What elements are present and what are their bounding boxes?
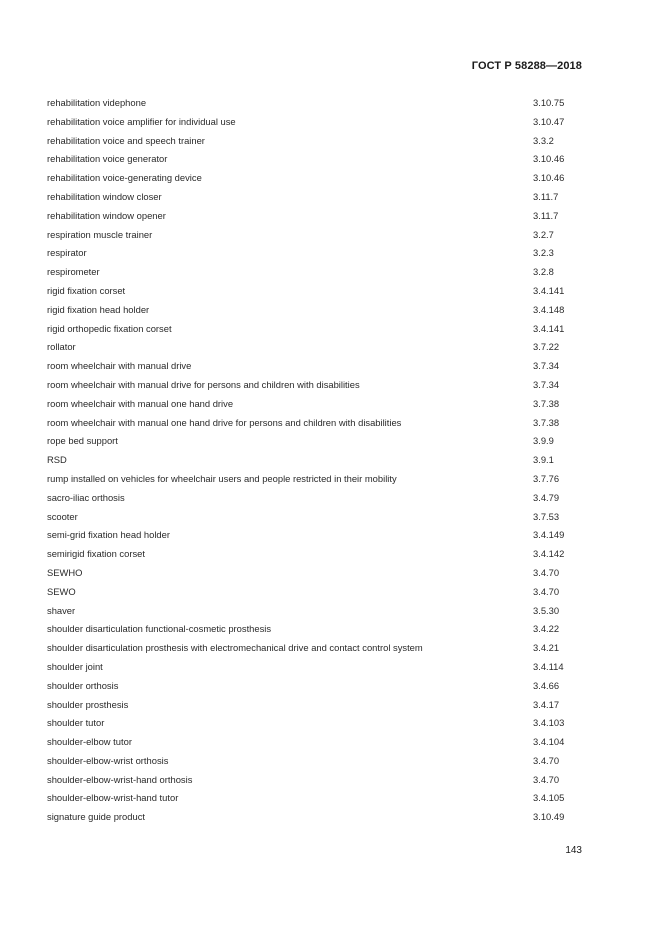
- index-entry: [47, 282, 582, 301]
- index-entry: [47, 414, 582, 433]
- index-entry: [47, 789, 582, 808]
- index-entry: [47, 169, 582, 188]
- index-reference: 3.7.53: [533, 510, 560, 522]
- index-entry: [47, 94, 582, 113]
- index-reference: 3.4.70: [533, 566, 560, 578]
- index-term: sacro-iliac orthosis: [47, 491, 125, 503]
- index-entry: [47, 357, 582, 376]
- index-reference: 3.4.70: [533, 585, 560, 597]
- index-entry: [47, 451, 582, 470]
- index-reference: 3.4.70: [533, 754, 560, 766]
- index-reference: 3.4.79: [533, 491, 560, 503]
- term-index-list: [47, 94, 582, 827]
- index-entry: [47, 470, 582, 489]
- index-reference: 3.11.7: [533, 190, 559, 202]
- index-entry: [47, 432, 582, 451]
- index-term: shoulder prosthesis: [47, 698, 129, 710]
- index-term: shoulder disarticulation functional-cosmetic prosthesis: [47, 623, 272, 635]
- index-term: rope bed support: [47, 435, 118, 447]
- index-entry: [47, 771, 582, 790]
- index-entry: [47, 526, 582, 545]
- index-entry: [47, 639, 582, 658]
- page-number: 143: [565, 845, 582, 856]
- index-reference: 3.11.7: [533, 209, 559, 221]
- index-term: respirometer: [47, 266, 100, 278]
- index-term: rump installed on vehicles for wheelchair users and people restricted in their mobility: [47, 472, 397, 484]
- index-reference: 3.7.34: [533, 360, 560, 372]
- index-reference: 3.7.34: [533, 378, 560, 390]
- index-term: rehabilitation window opener: [47, 209, 166, 221]
- index-reference: 3.7.22: [533, 341, 560, 353]
- index-term: respiration muscle trainer: [47, 228, 153, 240]
- index-term: rigid orthopedic fixation corset: [47, 322, 172, 334]
- index-term: rollator: [47, 341, 76, 353]
- index-reference: 3.9.1: [533, 454, 554, 466]
- index-term: rehabilitation voice-generating device: [47, 172, 202, 184]
- index-entry: [47, 602, 582, 621]
- index-term: room wheelchair with manual drive: [47, 360, 192, 372]
- standard-designation: ГОСТ Р 58288—2018: [471, 60, 582, 72]
- index-reference: 3.4.103: [533, 717, 565, 729]
- index-term: shoulder-elbow tutor: [47, 736, 132, 748]
- index-reference: 3.4.148: [533, 303, 565, 315]
- index-entry: [47, 113, 582, 132]
- index-entry: [47, 808, 582, 827]
- index-term: room wheelchair with manual one hand drive: [47, 397, 234, 409]
- index-reference: 3.4.105: [533, 792, 565, 804]
- index-reference: 3.10.75: [533, 97, 565, 108]
- index-entry: [47, 395, 582, 414]
- index-term: signature guide product: [47, 811, 145, 823]
- index-reference: 3.5.30: [533, 604, 560, 616]
- index-term: rehabilitation window closer: [47, 190, 162, 202]
- index-term: rigid fixation head holder: [47, 303, 150, 315]
- index-entry: [47, 545, 582, 564]
- index-reference: 3.7.38: [533, 397, 560, 409]
- index-term: room wheelchair with manual drive for persons and children with disabilities: [47, 378, 360, 390]
- index-term: shoulder joint: [47, 660, 103, 672]
- index-reference: 3.4.141: [533, 322, 565, 334]
- index-entry: [47, 489, 582, 508]
- index-reference: 3.10.46: [533, 153, 565, 165]
- index-entry: [47, 564, 582, 583]
- index-entry: [47, 714, 582, 733]
- index-reference: 3.10.47: [533, 115, 565, 127]
- index-reference: 3.4.21: [533, 642, 560, 654]
- index-reference: 3.3.2: [533, 134, 554, 146]
- index-entry: [47, 733, 582, 752]
- index-term: shoulder-elbow-wrist-hand orthosis: [47, 773, 193, 785]
- index-entry: [47, 696, 582, 715]
- index-entry: [47, 226, 582, 245]
- index-reference: 3.4.114: [533, 660, 564, 672]
- index-reference: 3.4.104: [533, 736, 565, 748]
- index-reference: 3.4.70: [533, 773, 560, 785]
- index-reference: 3.4.149: [533, 529, 565, 541]
- index-reference: 3.2.3: [533, 247, 554, 259]
- index-entry: [47, 620, 582, 639]
- index-entry: [47, 207, 582, 226]
- index-reference: 3.9.9: [533, 435, 554, 447]
- index-term: shaver: [47, 604, 76, 616]
- index-entry: [47, 752, 582, 771]
- index-reference: 3.4.17: [533, 698, 560, 710]
- index-entry: [47, 508, 582, 527]
- index-term: shoulder disarticulation prosthesis with electromechanical drive and contact control system: [47, 642, 423, 654]
- index-term: SEWO: [47, 585, 76, 597]
- index-reference: 3.7.76: [533, 472, 560, 484]
- index-term: rehabilitation voice generator: [47, 153, 168, 165]
- index-reference: 3.4.66: [533, 679, 560, 691]
- index-reference: 3.10.46: [533, 172, 565, 184]
- index-reference: 3.4.142: [533, 548, 565, 560]
- index-term: semirigid fixation corset: [47, 548, 145, 560]
- index-entry: [47, 583, 582, 602]
- index-term: scooter: [47, 510, 78, 522]
- index-term: room wheelchair with manual one hand drive for persons and children with disabilities: [47, 416, 402, 428]
- index-term: SEWHO: [47, 566, 83, 578]
- index-entry: [47, 150, 582, 169]
- index-entry: [47, 263, 582, 282]
- index-entry: [47, 320, 582, 339]
- index-entry: [47, 188, 582, 207]
- index-reference: 3.4.141: [533, 284, 565, 296]
- index-reference: 3.7.38: [533, 416, 560, 428]
- index-entry: [47, 244, 582, 263]
- index-reference: 3.2.7: [533, 228, 554, 240]
- index-term: respirator: [47, 247, 87, 259]
- index-term: shoulder-elbow-wrist-hand tutor: [47, 792, 179, 804]
- index-term: shoulder-elbow-wrist orthosis: [47, 754, 169, 766]
- index-term: rehabilitation voice amplifier for individual use: [47, 115, 236, 127]
- index-term: semi-grid fixation head holder: [47, 529, 170, 541]
- index-term: rigid fixation corset: [47, 284, 126, 296]
- index-reference: 3.4.22: [533, 623, 560, 635]
- index-entry: [47, 376, 582, 395]
- index-term: rehabilitation voice and speech trainer: [47, 134, 205, 146]
- index-entry: [47, 338, 582, 357]
- index-entry: [47, 658, 582, 677]
- index-entry: [47, 677, 582, 696]
- index-reference: 3.2.8: [533, 266, 554, 278]
- index-term: rehabilitation videphone: [47, 97, 147, 108]
- index-entry: [47, 301, 582, 320]
- index-reference: 3.10.49: [533, 811, 565, 823]
- index-term: shoulder orthosis: [47, 679, 119, 691]
- index-entry: [47, 132, 582, 151]
- index-term: RSD: [47, 454, 67, 466]
- index-term: shoulder tutor: [47, 717, 105, 729]
